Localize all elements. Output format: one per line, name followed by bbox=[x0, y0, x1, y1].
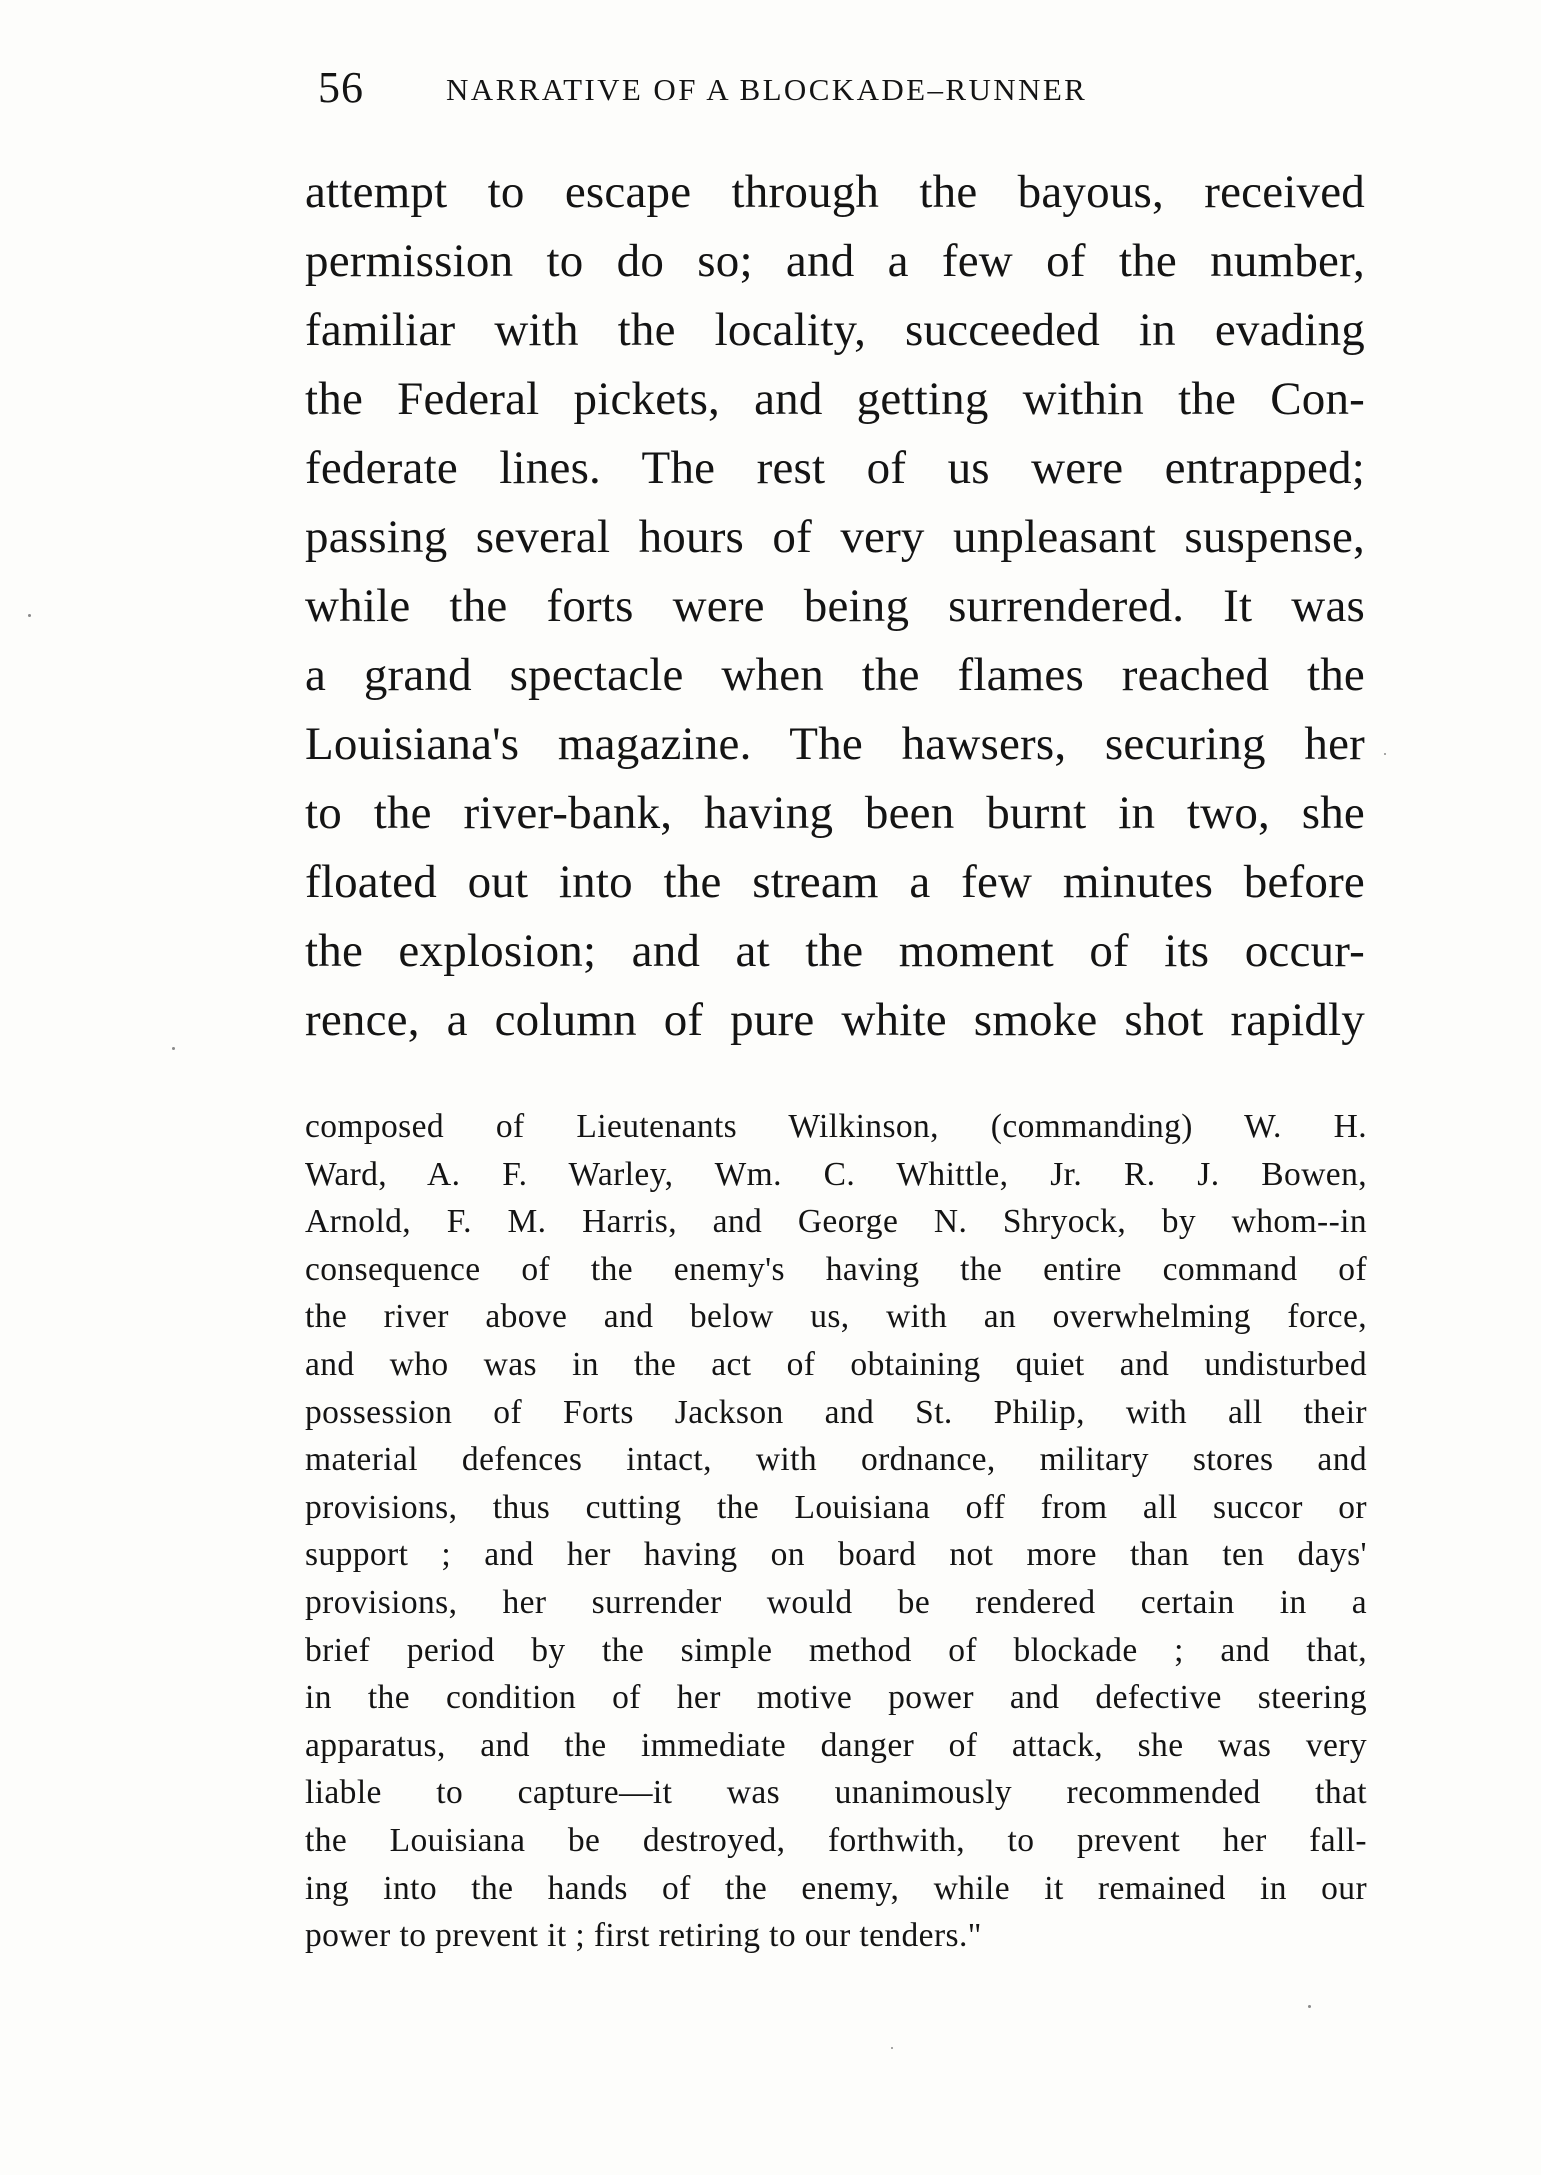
footnote-line: brief period by the simple method of blockade ; and that, bbox=[305, 1631, 1367, 1669]
footnote-line: apparatus, and the immediate danger of attack, she was very bbox=[305, 1726, 1367, 1764]
page-header bbox=[318, 58, 1360, 118]
body-line: the Federal pickets, and getting within the Con- bbox=[305, 373, 1365, 425]
footnote-line: Arnold, F. M. Harris, and George N. Shryock, by whom--in bbox=[305, 1203, 1367, 1241]
footnote-line: in the condition of her motive power and defective steering bbox=[305, 1679, 1367, 1717]
paper-speck bbox=[28, 614, 31, 617]
footnote-line: the river above and below us, with an overwhelming force, bbox=[305, 1298, 1367, 1336]
page-number: 56 bbox=[318, 63, 364, 112]
body-line: attempt to escape through the bayous, received bbox=[305, 166, 1365, 218]
footnote-line: consequence of the enemy's having the entire command of bbox=[305, 1250, 1367, 1288]
body-line: federate lines. The rest of us were entrapped; bbox=[305, 442, 1365, 494]
body-line: floated out into the stream a few minutes before bbox=[305, 856, 1365, 908]
paper-speck bbox=[891, 2047, 893, 2049]
body-line: permission to do so; and a few of the number, bbox=[305, 235, 1365, 287]
footnote-line: provisions, her surrender would be rendered certain in a bbox=[305, 1583, 1367, 1621]
footnote-line: provisions, thus cutting the Louisiana off from all succor or bbox=[305, 1488, 1367, 1526]
body-line: a grand spectacle when the flames reached the bbox=[305, 649, 1365, 701]
body-line: passing several hours of very unpleasant suspense, bbox=[305, 511, 1365, 563]
footnote-line: composed of Lieutenants Wilkinson, (commanding) W. H. bbox=[305, 1108, 1367, 1145]
footnote-line: support ; and her having on board not more than ten days' bbox=[305, 1536, 1367, 1574]
footnote-line: Ward, A. F. Warley, Wm. C. Whittle, Jr. R. J. Bowen, bbox=[305, 1155, 1367, 1193]
footnote-line: ing into the hands of the enemy, while it remained in our bbox=[305, 1869, 1367, 1907]
footnote-line: power to prevent it ; first retiring to our tenders." bbox=[305, 1917, 982, 1955]
footnote-line: the Louisiana be destroyed, forthwith, to prevent her fall- bbox=[305, 1821, 1367, 1859]
paper-speck bbox=[172, 1047, 175, 1050]
body-line: the explosion; and at the moment of its occur- bbox=[305, 925, 1365, 977]
paper-speck bbox=[1308, 2005, 1311, 2008]
footnote bbox=[305, 1103, 1367, 1960]
footnote-line: material defences intact, with ordnance, military stores and bbox=[305, 1441, 1367, 1479]
body-line: Louisiana's magazine. The hawsers, securing her bbox=[305, 718, 1365, 770]
body-line: rence, a column of pure white smoke shot rapidly bbox=[305, 994, 1365, 1046]
body-line: while the forts were being surrendered. It was bbox=[305, 580, 1365, 632]
running-head: NARRATIVE OF A BLOCKADE–RUNNER bbox=[446, 72, 1088, 107]
paper-speck bbox=[1384, 753, 1386, 755]
body-text bbox=[305, 158, 1365, 1055]
body-line: familiar with the locality, succeeded in evading bbox=[305, 304, 1365, 356]
footnote-line: possession of Forts Jackson and St. Philip, with all their bbox=[305, 1393, 1367, 1431]
body-line: to the river-bank, having been burnt in two, she bbox=[305, 787, 1365, 839]
footnote-line: and who was in the act of obtaining quiet and undisturbed bbox=[305, 1345, 1367, 1383]
footnote-line: liable to capture—it was unanimously recommended that bbox=[305, 1774, 1367, 1812]
